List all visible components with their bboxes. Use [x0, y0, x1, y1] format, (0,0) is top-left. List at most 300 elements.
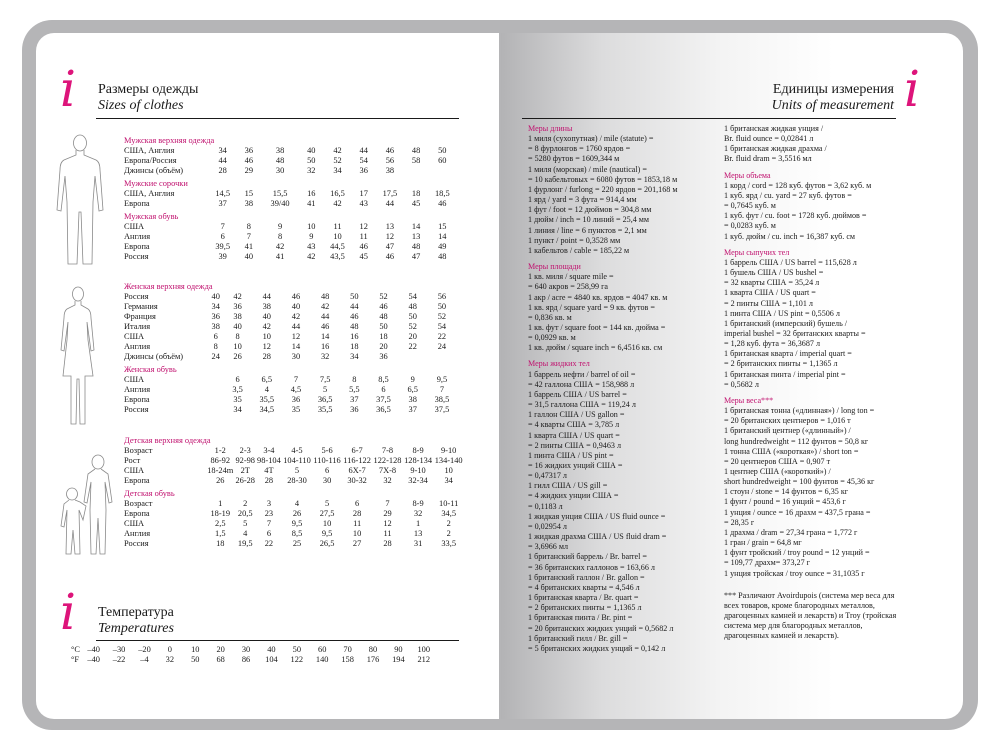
size-cell: 104-110: [283, 456, 311, 465]
size-cell: 15: [438, 222, 447, 231]
size-cell: 29: [383, 509, 392, 518]
unit-line: 1 британский гилл / Br. gill =: [528, 633, 628, 643]
size-cell: 41: [307, 199, 316, 208]
fahrenheit-value: 50: [191, 655, 200, 664]
size-cell: 48: [411, 242, 421, 251]
unit-line: 1 унция тройская / troy ounce = 31,1035 г: [724, 568, 865, 578]
unit-line: 1 центнер США («короткий») /: [724, 467, 831, 476]
unit-line: 1 дюйм / inch = 10 линий = 25,4 мм: [528, 215, 650, 225]
unit-line: = 3,6966 мл: [528, 542, 569, 552]
size-cell: 10: [333, 232, 342, 241]
unit-line: = 5 британских жидких унций = 0,142 л: [528, 643, 666, 653]
size-cell: 24: [437, 342, 447, 351]
row-label: Англия: [124, 385, 151, 394]
size-cell: 110-116: [313, 456, 341, 465]
row-label: Англия: [124, 232, 151, 241]
size-cell: 7-8: [381, 446, 394, 455]
size-cell: 4: [264, 385, 269, 394]
size-cell: 36: [359, 166, 368, 175]
size-cell: 6: [324, 466, 330, 475]
row-label: США: [124, 332, 145, 341]
size-cell: 47: [385, 242, 395, 251]
celsius-value: 0: [167, 645, 172, 654]
units-column-left: [528, 124, 720, 654]
unit-line: = 5280 футов = 1609,344 м: [528, 154, 620, 164]
size-cell: [425, 352, 459, 362]
fahrenheit-value: 212: [417, 655, 431, 664]
size-cell: 52: [333, 156, 342, 165]
size-cell: 34,5: [441, 509, 456, 518]
size-cell: 49: [438, 242, 447, 251]
unit-line: 1 кв. фут / square foot = 144 кв. дюйма =: [528, 322, 666, 332]
size-cell: 20: [408, 332, 417, 341]
sizes-title-ru: Размеры одежды: [98, 82, 199, 97]
size-cell: 46: [291, 292, 301, 301]
size-row: [124, 509, 464, 519]
size-cell: 4: [294, 499, 300, 508]
unit-line: 1 кв. дюйм / square inch = 6,4516 кв. см: [528, 343, 663, 353]
size-cell: 6: [355, 499, 360, 508]
size-cell: 50: [307, 156, 316, 165]
size-cell: 37,5: [376, 395, 391, 404]
size-cell: 22: [437, 332, 447, 341]
unit-line: 1 британская пинта / imperial pint =: [724, 369, 846, 379]
row-label: Россия: [124, 539, 149, 548]
size-cell: 39,5: [215, 242, 230, 251]
size-cell: 9: [410, 375, 415, 384]
size-cell: 44: [262, 292, 271, 301]
size-cell: 17,5: [382, 189, 398, 198]
fahrenheit-value: –4: [140, 655, 149, 664]
footnote: *** Различают Avoirdupois (система мер веса для всех товаров, кроме благородных металлов, драгоценных камней и лекарств) и Troy (тройская система мер для благородных металлов, драгоценных камней и лекарств).: [724, 590, 897, 641]
size-cell: 26: [233, 352, 242, 361]
row-label: Россия: [124, 292, 149, 301]
size-cell: 27: [352, 539, 362, 548]
unit-line: = 10 кабельтовых = 6080 футов = 1853,18 м: [528, 174, 678, 184]
size-cell: 60: [438, 156, 447, 165]
row-label: Возраст: [124, 446, 153, 455]
row-label: Европа/Россия: [124, 156, 177, 165]
size-cell: 3: [266, 499, 271, 508]
size-cell: 34: [444, 476, 453, 485]
row-label: Европа: [124, 476, 150, 485]
size-cell: 58: [411, 156, 421, 165]
unit-line: 1 баррель США / US barrel =: [528, 389, 627, 399]
celsius-value: 70: [343, 645, 352, 654]
size-cell: 18-24m: [207, 466, 234, 475]
unit-line: = 0,1183 л: [528, 501, 563, 511]
unit-line: 1 пинта США / US pint =: [528, 450, 614, 460]
row-label: Англия: [124, 529, 151, 538]
size-cell: 38: [385, 166, 395, 175]
size-cell: 12: [385, 232, 395, 241]
section-header-row: [124, 282, 459, 292]
size-cell: 7: [385, 499, 390, 508]
size-cell: 8: [246, 222, 251, 231]
row-label: США, Англия: [124, 146, 175, 155]
unit-line: 1 кв. ярд / square yard = 9 кв. футов =: [528, 302, 655, 312]
size-cell: 1: [415, 519, 421, 528]
size-cell: 20,5: [237, 509, 253, 518]
size-cell: 2: [446, 519, 451, 528]
section-header-row: [124, 136, 459, 146]
size-cell: 1-2: [214, 446, 226, 455]
size-cell: 6,5: [261, 375, 273, 384]
size-cell: 11: [383, 529, 392, 538]
temperature-title-ru: Температура: [98, 605, 174, 620]
size-cell: 46: [438, 199, 447, 208]
fahrenheit-value: 104: [265, 655, 278, 664]
size-cell: 32: [320, 352, 330, 361]
size-row: [124, 322, 459, 332]
size-cell: 5: [243, 519, 248, 528]
row-label: Джинсы (объём): [124, 166, 184, 175]
unit-line: = 2 британских пинты = 1,1365 л: [724, 359, 838, 369]
size-cell: 36: [233, 302, 242, 311]
temperature-i-icon: i: [60, 583, 76, 641]
size-row: [124, 189, 459, 199]
size-cell: 17: [359, 189, 368, 198]
size-cell: 50: [408, 312, 417, 321]
size-cell: 48: [411, 146, 421, 155]
size-cell: 46: [320, 322, 330, 331]
size-cell: 36,5: [376, 405, 391, 414]
unit-line: = 2 британских пинты = 1,1365 л: [528, 603, 642, 613]
size-cell: 28: [352, 509, 362, 518]
size-cell: 44: [385, 199, 395, 208]
size-cell: [206, 375, 225, 385]
size-cell: 48: [350, 322, 359, 331]
unit-line: = 20 британских центнеров = 1,016 т: [724, 416, 851, 426]
size-cell: 34: [233, 405, 242, 414]
unit-line: = 4 британских кварты = 4,546 л: [528, 582, 640, 592]
size-row: [124, 232, 459, 242]
size-cell: 14,5: [215, 189, 230, 198]
unit-line: = 8 фурлонгов = 1760 ярдов =: [528, 144, 631, 154]
unit-line: 1 британская кварта / Br. quart =: [528, 593, 639, 603]
size-cell: 40: [262, 312, 271, 321]
size-row: [124, 476, 464, 486]
size-cell: 4,5: [290, 385, 302, 394]
celsius-value: 60: [318, 645, 327, 654]
unit-line: = 0,47317 л: [528, 471, 567, 481]
size-row: [124, 332, 459, 342]
size-cell: 41: [275, 252, 285, 261]
size-cell: 46: [359, 242, 368, 251]
size-cell: 2: [446, 529, 451, 538]
section-header: Детская верхняя одежда: [124, 436, 211, 445]
size-row: [124, 499, 464, 509]
size-row: [124, 385, 459, 395]
size-cell: 40: [233, 322, 242, 331]
unit-line: imperial bushel = 32 британских кварты =: [724, 328, 866, 338]
size-cell: 9-10: [410, 466, 426, 475]
size-cell: 10: [262, 332, 271, 341]
size-cell: 32: [307, 166, 316, 175]
row-label: США: [124, 222, 145, 231]
size-cell: 18,5: [434, 189, 450, 198]
size-cell: 54: [408, 292, 417, 301]
unit-line: = 0,5682 л: [724, 379, 759, 389]
size-cell: 35,5: [317, 405, 333, 414]
unit-line: = 36 британских галлонов = 163,66 л: [528, 562, 655, 572]
size-cell: 38: [244, 199, 254, 208]
size-cell: 7: [246, 232, 251, 241]
units-section-heading: Меры веса***: [724, 395, 774, 405]
unit-line: 1 британский центнер («длинный») /: [724, 426, 851, 436]
unit-line: 1 линия / line = 6 пунктов = 2,1 мм: [528, 225, 647, 235]
size-cell: 18: [411, 189, 421, 198]
size-cell: 38: [262, 302, 271, 311]
unit-line: = 0,0929 кв. м: [528, 333, 576, 343]
size-cell: 28: [218, 166, 227, 175]
size-row: [124, 446, 464, 456]
size-cell: 52: [437, 312, 447, 321]
size-cell: 30: [322, 476, 332, 485]
size-cell: 11: [333, 222, 342, 231]
section-header: Женская верхняя одежда: [124, 282, 213, 291]
size-cell: 6: [381, 385, 386, 394]
size-cell: 8-9: [412, 446, 424, 455]
size-cell: 42: [333, 199, 342, 208]
size-row: [124, 342, 459, 352]
size-cell: 31: [413, 539, 423, 548]
size-cell: 7,5: [319, 375, 331, 384]
size-cell: 37: [218, 199, 227, 208]
size-cell: 14: [438, 232, 447, 241]
size-cell: 43,5: [330, 252, 345, 261]
size-cell: 35,5: [259, 395, 275, 404]
sizes-title-rule: [96, 118, 459, 119]
sizes-title: [98, 82, 198, 114]
size-cell: 28: [262, 352, 271, 361]
units-title-ru: Единицы измерения: [772, 82, 894, 97]
fahrenheit-label: °F: [71, 655, 80, 664]
units-title: [694, 82, 894, 114]
fahrenheit-value: 86: [241, 655, 251, 664]
size-row: [124, 395, 459, 405]
children-silhouette-icon: [56, 450, 120, 562]
units-section-heading: Меры длины: [528, 124, 573, 133]
celsius-value: –40: [87, 645, 100, 654]
size-cell: 8: [277, 232, 283, 241]
size-cell: 10: [233, 342, 242, 351]
unit-line: long hundredweight = 112 фунтов = 50,8 кг: [724, 436, 869, 446]
size-cell: 38,5: [434, 395, 450, 404]
units-section-heading: Меры жидких тел: [528, 359, 590, 369]
size-cell: 42: [320, 302, 330, 311]
size-cell: 40: [211, 292, 220, 301]
size-cell: 56: [437, 292, 447, 301]
unit-line: = 1,28 куб. фута = 36,3687 л: [724, 339, 820, 349]
fahrenheit-value: 140: [315, 655, 329, 664]
unit-line: 1 миля (сухопутная) / mile (statute) =: [528, 134, 654, 144]
size-cell: 10: [307, 222, 316, 231]
size-cell: 47: [411, 252, 421, 261]
units-section-heading: Меры площади: [528, 262, 581, 272]
size-cell: 36: [291, 395, 301, 404]
size-cell: 16: [320, 342, 330, 351]
size-cell: 33,5: [441, 539, 456, 548]
size-cell: 10: [352, 529, 362, 538]
size-cell: 39: [218, 252, 227, 261]
size-cell: 7: [293, 375, 299, 384]
unit-line: 1 бушель США / US bushel =: [724, 268, 824, 278]
section-header: Мужская обувь: [124, 212, 179, 221]
size-cell: 9,5: [291, 519, 303, 528]
size-cell: 41: [244, 242, 254, 251]
size-cell: 32-34: [408, 476, 428, 485]
size-cell: 11: [359, 232, 368, 241]
unit-line: = 2 пинты США = 0,9463 л: [528, 440, 621, 450]
size-cell: 44,5: [330, 242, 345, 251]
size-cell: [206, 395, 225, 405]
size-cell: 32: [383, 476, 392, 485]
unit-line: = 4 жидких унции США =: [528, 491, 619, 501]
section-header: Детская обувь: [124, 489, 175, 498]
sizes-title-en: Sizes of clothes: [98, 98, 184, 113]
woman-silhouette-icon: [52, 284, 102, 434]
size-cell: 26: [292, 509, 302, 518]
size-cell: 7X-8: [378, 466, 397, 475]
unit-line: 1 пункт / point = 0,3528 мм: [528, 235, 621, 245]
size-cell: 43: [359, 199, 368, 208]
size-cell: 4-5: [291, 446, 303, 455]
size-cell: 18: [350, 342, 359, 351]
size-cell: 18-19: [210, 509, 231, 518]
size-cell: 38: [408, 395, 417, 404]
temperature-title-rule: [96, 640, 459, 641]
unit-line: 1 британская жидкая драхма /: [724, 144, 827, 154]
unit-line: = 16 жидких унций США =: [528, 461, 623, 470]
unit-line: = 31,5 галлона США = 119,24 л: [528, 400, 636, 410]
size-cell: 50: [379, 322, 388, 331]
section-header: Мужская верхняя одежда: [124, 136, 215, 145]
unit-line: = 20 британских жидких унций = 0,5682 л: [528, 623, 674, 633]
fahrenheit-value: 32: [165, 655, 175, 664]
size-cell: 38: [211, 322, 220, 331]
unit-line: 1 британский галлон / Br. gallon =: [528, 572, 645, 582]
size-cell: 42: [275, 242, 285, 251]
size-cell: 36: [350, 405, 359, 414]
size-cell: 8-9: [412, 499, 424, 508]
size-cell: 5: [324, 499, 330, 508]
size-cell: 5,5: [349, 385, 360, 394]
unit-line: = 4 кварты США = 3,785 л: [528, 420, 620, 430]
size-cell: 45: [411, 199, 421, 208]
celsius-value: –20: [138, 645, 151, 654]
size-cell: 50: [350, 292, 359, 301]
size-cell: 48: [438, 252, 447, 261]
unit-line: = 42 галлона США = 158,988 л: [528, 379, 635, 389]
size-cell: 42: [291, 312, 301, 321]
unit-line: 1 фурлонг / furlong = 220 ярдов = 201,168 м: [528, 184, 678, 194]
units-title-rule: [522, 118, 896, 119]
section-header-row: [124, 486, 464, 499]
unit-line: 1 гилл США / US gill =: [528, 481, 608, 491]
size-cell: 56: [385, 156, 395, 165]
size-cell: 5: [294, 466, 300, 475]
size-cell: 26,5: [319, 539, 335, 548]
size-row: [124, 519, 464, 529]
unit-line: = 0,0283 куб. м: [724, 221, 776, 231]
size-cell: 39/40: [270, 199, 290, 208]
size-cell: 16,5: [330, 189, 345, 198]
size-cell: 38: [275, 146, 285, 155]
row-label: Франция: [124, 312, 156, 321]
size-cell: 24: [211, 352, 220, 361]
size-row: [124, 199, 459, 209]
size-cell: 10: [322, 519, 332, 528]
temperature-title-en: Temperatures: [98, 621, 174, 636]
size-cell: 25: [292, 539, 302, 548]
size-cell: 9-10: [440, 446, 457, 455]
size-cell: 18: [379, 332, 388, 341]
row-label: Италия: [124, 322, 151, 331]
temperature-table: [71, 645, 436, 665]
row-label: Европа: [124, 395, 150, 404]
unit-line: 1 унция / ounce = 16 драхм = 437,5 грана =: [724, 507, 871, 517]
size-cell: 27,5: [319, 509, 335, 518]
size-cell: 2-3: [239, 446, 251, 455]
size-cell: 20: [379, 342, 388, 351]
size-cell: 44: [350, 302, 359, 311]
unit-line: 1 акр / acre = 4840 кв. ярдов = 4047 кв. м: [528, 292, 668, 302]
size-cell: 7: [220, 222, 225, 231]
size-cell: 42: [262, 322, 271, 331]
size-cell: 6X-7: [348, 466, 366, 475]
unit-line: 1 британский баррель / Br. barrel =: [528, 552, 647, 562]
size-cell: 6-7: [351, 446, 363, 455]
size-cell: [206, 405, 225, 415]
unit-line: 1 тонна США («короткая») / short ton =: [724, 446, 859, 456]
size-cell: 1,5: [215, 529, 226, 538]
fahrenheit-value: 122: [290, 655, 304, 664]
size-row: [124, 222, 459, 232]
size-cell: 14: [411, 222, 421, 231]
size-row: [124, 375, 459, 385]
unit-line: 1 драхма / dram = 27,34 грана = 1,772 г: [724, 527, 858, 537]
unit-line: 1 миля (морская) / mile (nautical) =: [528, 164, 647, 174]
section-header: Женская обувь: [124, 365, 177, 374]
celsius-value: 80: [368, 645, 378, 654]
size-cell: [401, 352, 425, 362]
unit-line: 1 кварта США / US quart =: [528, 430, 620, 440]
row-label: Возраст: [124, 499, 153, 508]
unit-line: 1 кабельтов / cable = 185,22 м: [528, 245, 630, 255]
size-cell: 4T: [264, 466, 274, 475]
size-cell: 5-6: [321, 446, 333, 455]
size-cell: 15: [244, 189, 254, 198]
size-cell: 6: [213, 332, 218, 341]
size-cell: 16: [350, 332, 359, 341]
section-header: Мужские сорочки: [124, 179, 188, 188]
size-cell: 6: [235, 375, 240, 384]
size-cell: [407, 166, 426, 176]
row-label: Россия: [124, 405, 149, 414]
size-cell: 54: [359, 156, 368, 165]
size-cell: 13: [385, 222, 395, 231]
unit-line: 1 кв. миля / square mile =: [528, 272, 614, 282]
row-label: Европа: [124, 509, 150, 518]
celsius-value: 10: [191, 645, 200, 654]
unit-line: 1 баррель нефти / barrel of oil =: [528, 369, 636, 379]
size-cell: 12: [359, 222, 368, 231]
unit-line: 1 британская кварта / imperial quart =: [724, 349, 852, 359]
size-cell: 34,5: [259, 405, 275, 414]
women-sizes-table: [124, 282, 459, 415]
fahrenheit-value: –40: [87, 655, 100, 664]
